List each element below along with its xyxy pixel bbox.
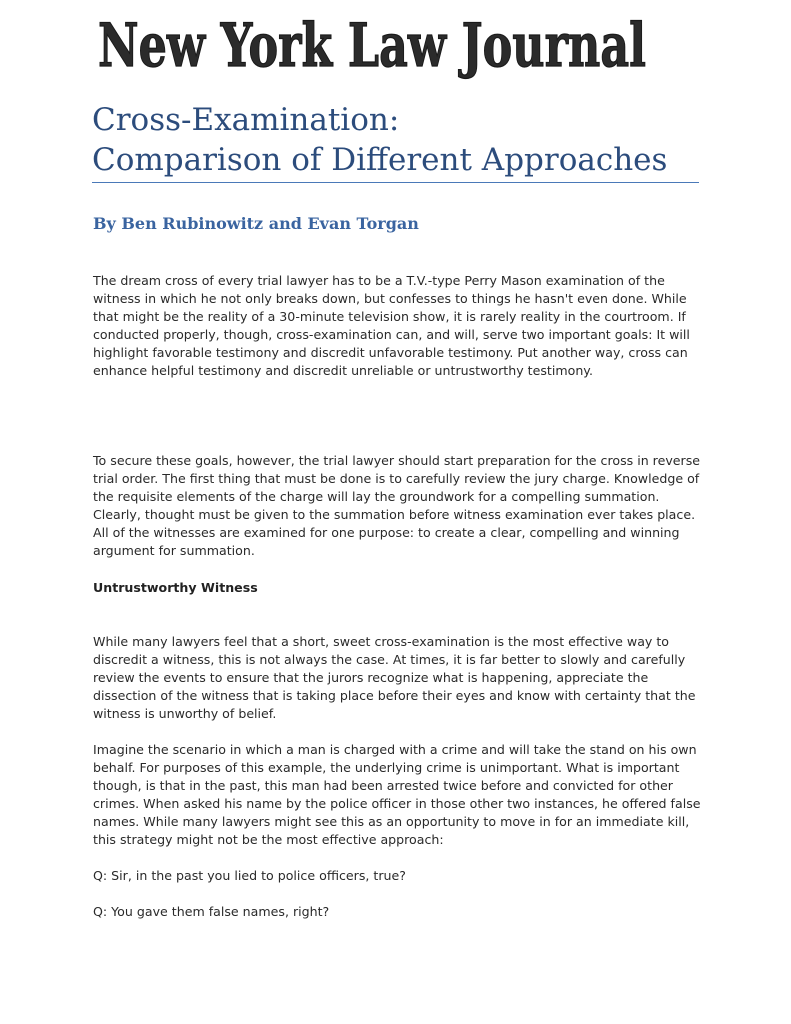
- paragraph-scenario: Imagine the scenario in which a man is charged with a crime and will take the stand on his own behalf. For purposes of this example, the underlying crime is unimportant. What is important though, is that in the past, this man had been arrested twice before and convicted for other crimes. When asked his name by the police officer in those other two instances, he offered false names. While many lawyers might see this as an opportunity to move in for an immediate kill, this strategy might not be the most effective approach:: [93, 742, 701, 847]
- article-title-line-2: Comparison of Different Approaches: [92, 142, 668, 178]
- paragraph-goals: To secure these goals, however, the trial lawyer should start preparation for the cross in reverse trial order. The first thing that must be done is to carefully review the jury charge. Knowledge of the requisite elements of the charge will lay the groundwork for a compelling summation. Clearly, thought must be given to the summation before witness examination ever takes place. All of the witnesses are examined for one purpose: to create a clear, compelling and winning argument for summation.: [93, 453, 701, 558]
- section-heading-untrustworthy-witness: Untrustworthy Witness: [93, 580, 258, 595]
- masthead-name: New York Law Journal: [98, 11, 646, 81]
- article-title-line-1: Cross-Examination:: [92, 102, 400, 138]
- masthead-wordmark: [92, 10, 652, 82]
- byline: By Ben Rubinowitz and Evan Torgan: [93, 214, 419, 233]
- paragraph-intro: The dream cross of every trial lawyer has to be a T.V.-type Perry Mason examination of the witness in which he not only breaks down, but confesses to things he hasn't even done. While that might be the reality of a 30-minute television show, it is rarely reality in the courtroom. If conducted properly, though, cross-examination can, and will, serve two important goals: It will highlight favorable testimony and discredit unfavorable testimony. Put another way, cross can enhance helpful testimony and discredit unreliable or untrustworthy testimony.: [93, 273, 690, 378]
- question-1: Q: Sir, in the past you lied to police officers, true?: [93, 868, 406, 883]
- article-title: [92, 100, 712, 180]
- title-divider: [92, 182, 699, 183]
- question-2: Q: You gave them false names, right?: [93, 904, 330, 919]
- paragraph-short-cross: While many lawyers feel that a short, sweet cross-examination is the most effective way to discredit a witness, this is not always the case. At times, it is far better to slowly and carefully review the events to ensure that the jurors recognize what is happening, appreciate the dissection of the witness that is taking place before their eyes and know with certainty that the witness is unworthy of belief.: [93, 634, 696, 721]
- masthead-logo: [92, 10, 652, 82]
